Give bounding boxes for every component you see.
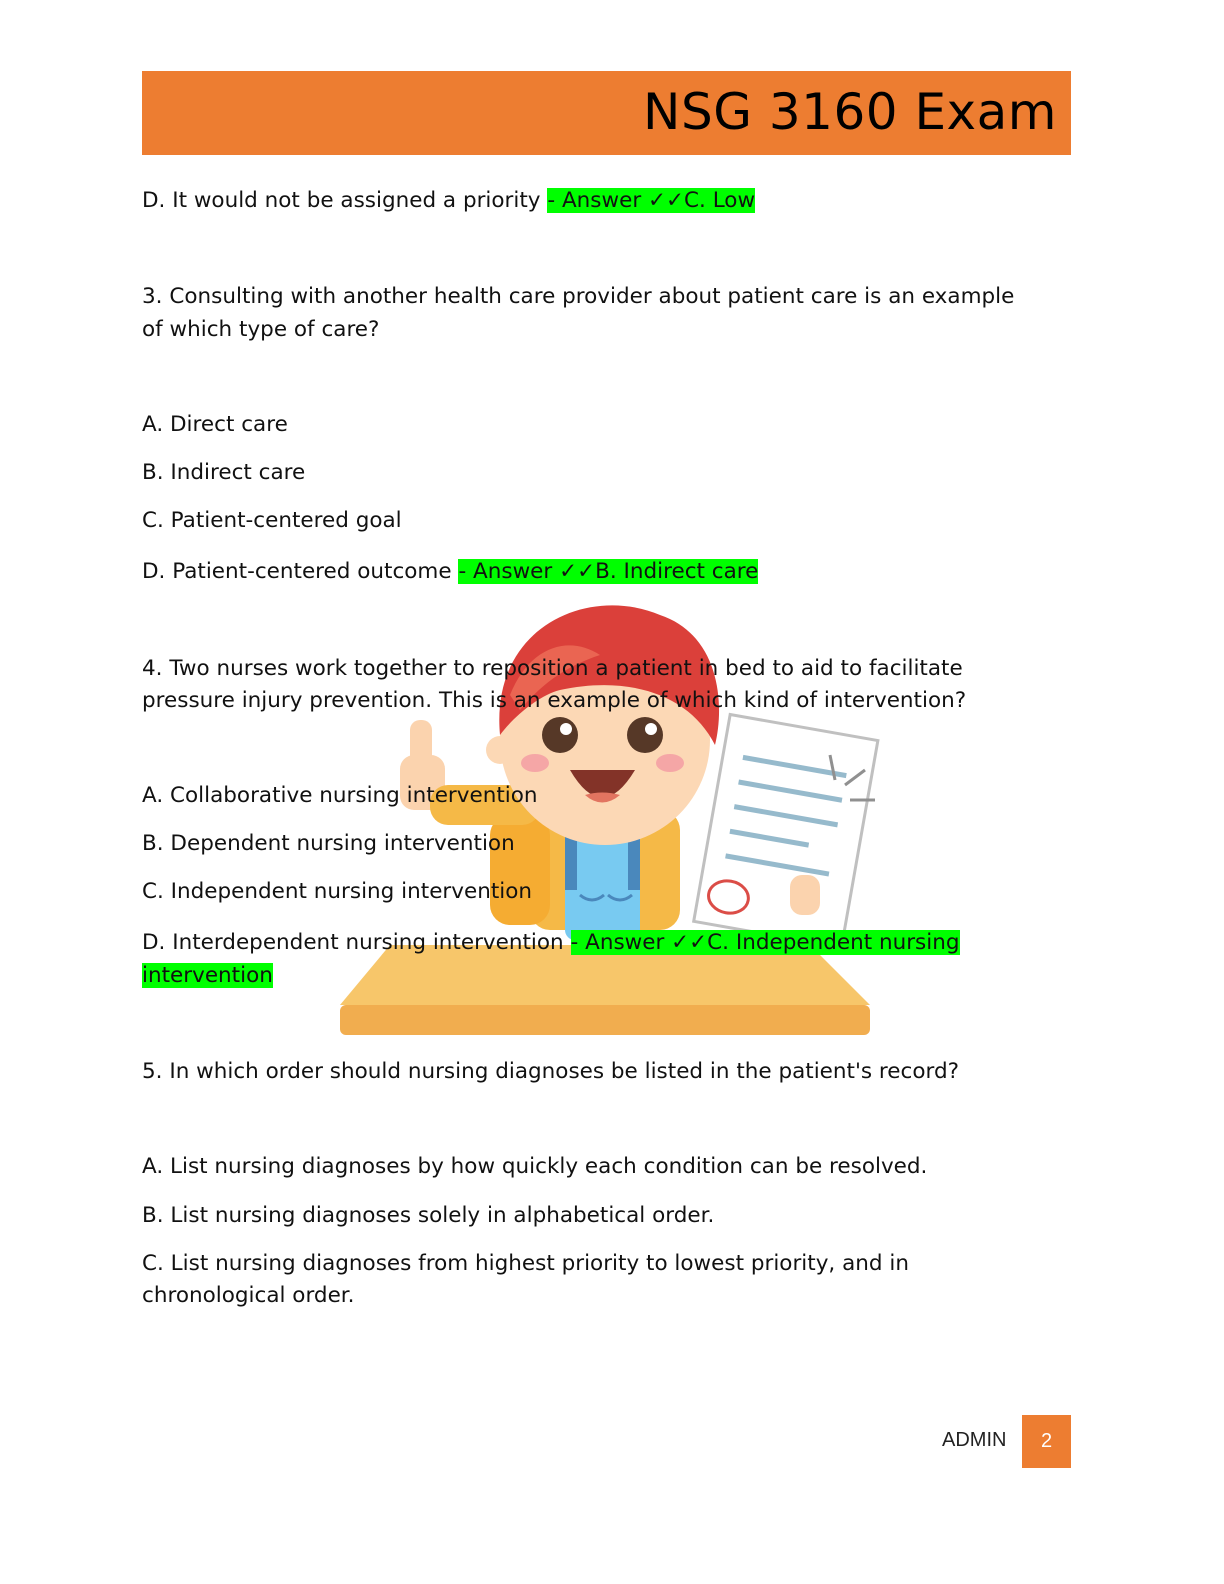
q4-question-line-1: 4. Two nurses work together to reposition a patient in bed to aid to facilitate xyxy=(142,656,963,681)
page-number: 2 xyxy=(1022,1415,1071,1468)
q4-answer-line-2 xyxy=(142,960,273,992)
q2-option-d xyxy=(142,185,755,217)
footer-author: ADMIN xyxy=(942,1429,1007,1451)
q5-option-c-line-2: chronological order. xyxy=(142,1283,355,1308)
q3-option-b: B. Indirect care xyxy=(142,460,306,485)
q5-option-c-line-1: C. List nursing diagnoses from highest priority to lowest priority, and in xyxy=(142,1251,909,1276)
q3-option-c: C. Patient-centered goal xyxy=(142,508,402,533)
answer-highlight-continued: intervention xyxy=(142,963,273,988)
q3-option-d xyxy=(142,556,758,588)
q4-option-a: A. Collaborative nursing intervention xyxy=(142,783,538,808)
q3-question-line-2: of which type of care? xyxy=(142,317,380,342)
page-title: NSG 3160 Exam xyxy=(643,83,1057,141)
q4-question-line-2: pressure injury prevention. This is an example of which kind of intervention? xyxy=(142,688,967,713)
q5-option-a: A. List nursing diagnoses by how quickly each condition can be resolved. xyxy=(142,1154,928,1179)
answer-highlight: - Answer ✓✓B. Indirect care xyxy=(458,559,759,584)
header-banner xyxy=(142,71,1071,155)
q5-question: 5. In which order should nursing diagnoses be listed in the patient's record? xyxy=(142,1059,959,1084)
q5-option-b: B. List nursing diagnoses solely in alphabetical order. xyxy=(142,1203,715,1228)
option-text: D. Interdependent nursing intervention xyxy=(142,930,564,955)
q4-option-b: B. Dependent nursing intervention xyxy=(142,831,515,856)
q3-question-line-1: 3. Consulting with another health care provider about patient care is an example xyxy=(142,284,1015,309)
q4-option-c: C. Independent nursing intervention xyxy=(142,879,533,904)
q4-option-d xyxy=(142,927,960,959)
option-text: D. Patient-centered outcome xyxy=(142,559,452,584)
answer-highlight: - Answer ✓✓C. Low xyxy=(547,188,756,213)
answer-highlight: - Answer ✓✓C. Independent nursing xyxy=(570,930,960,955)
q3-option-a: A. Direct care xyxy=(142,412,288,437)
option-text: D. It would not be assigned a priority xyxy=(142,188,541,213)
